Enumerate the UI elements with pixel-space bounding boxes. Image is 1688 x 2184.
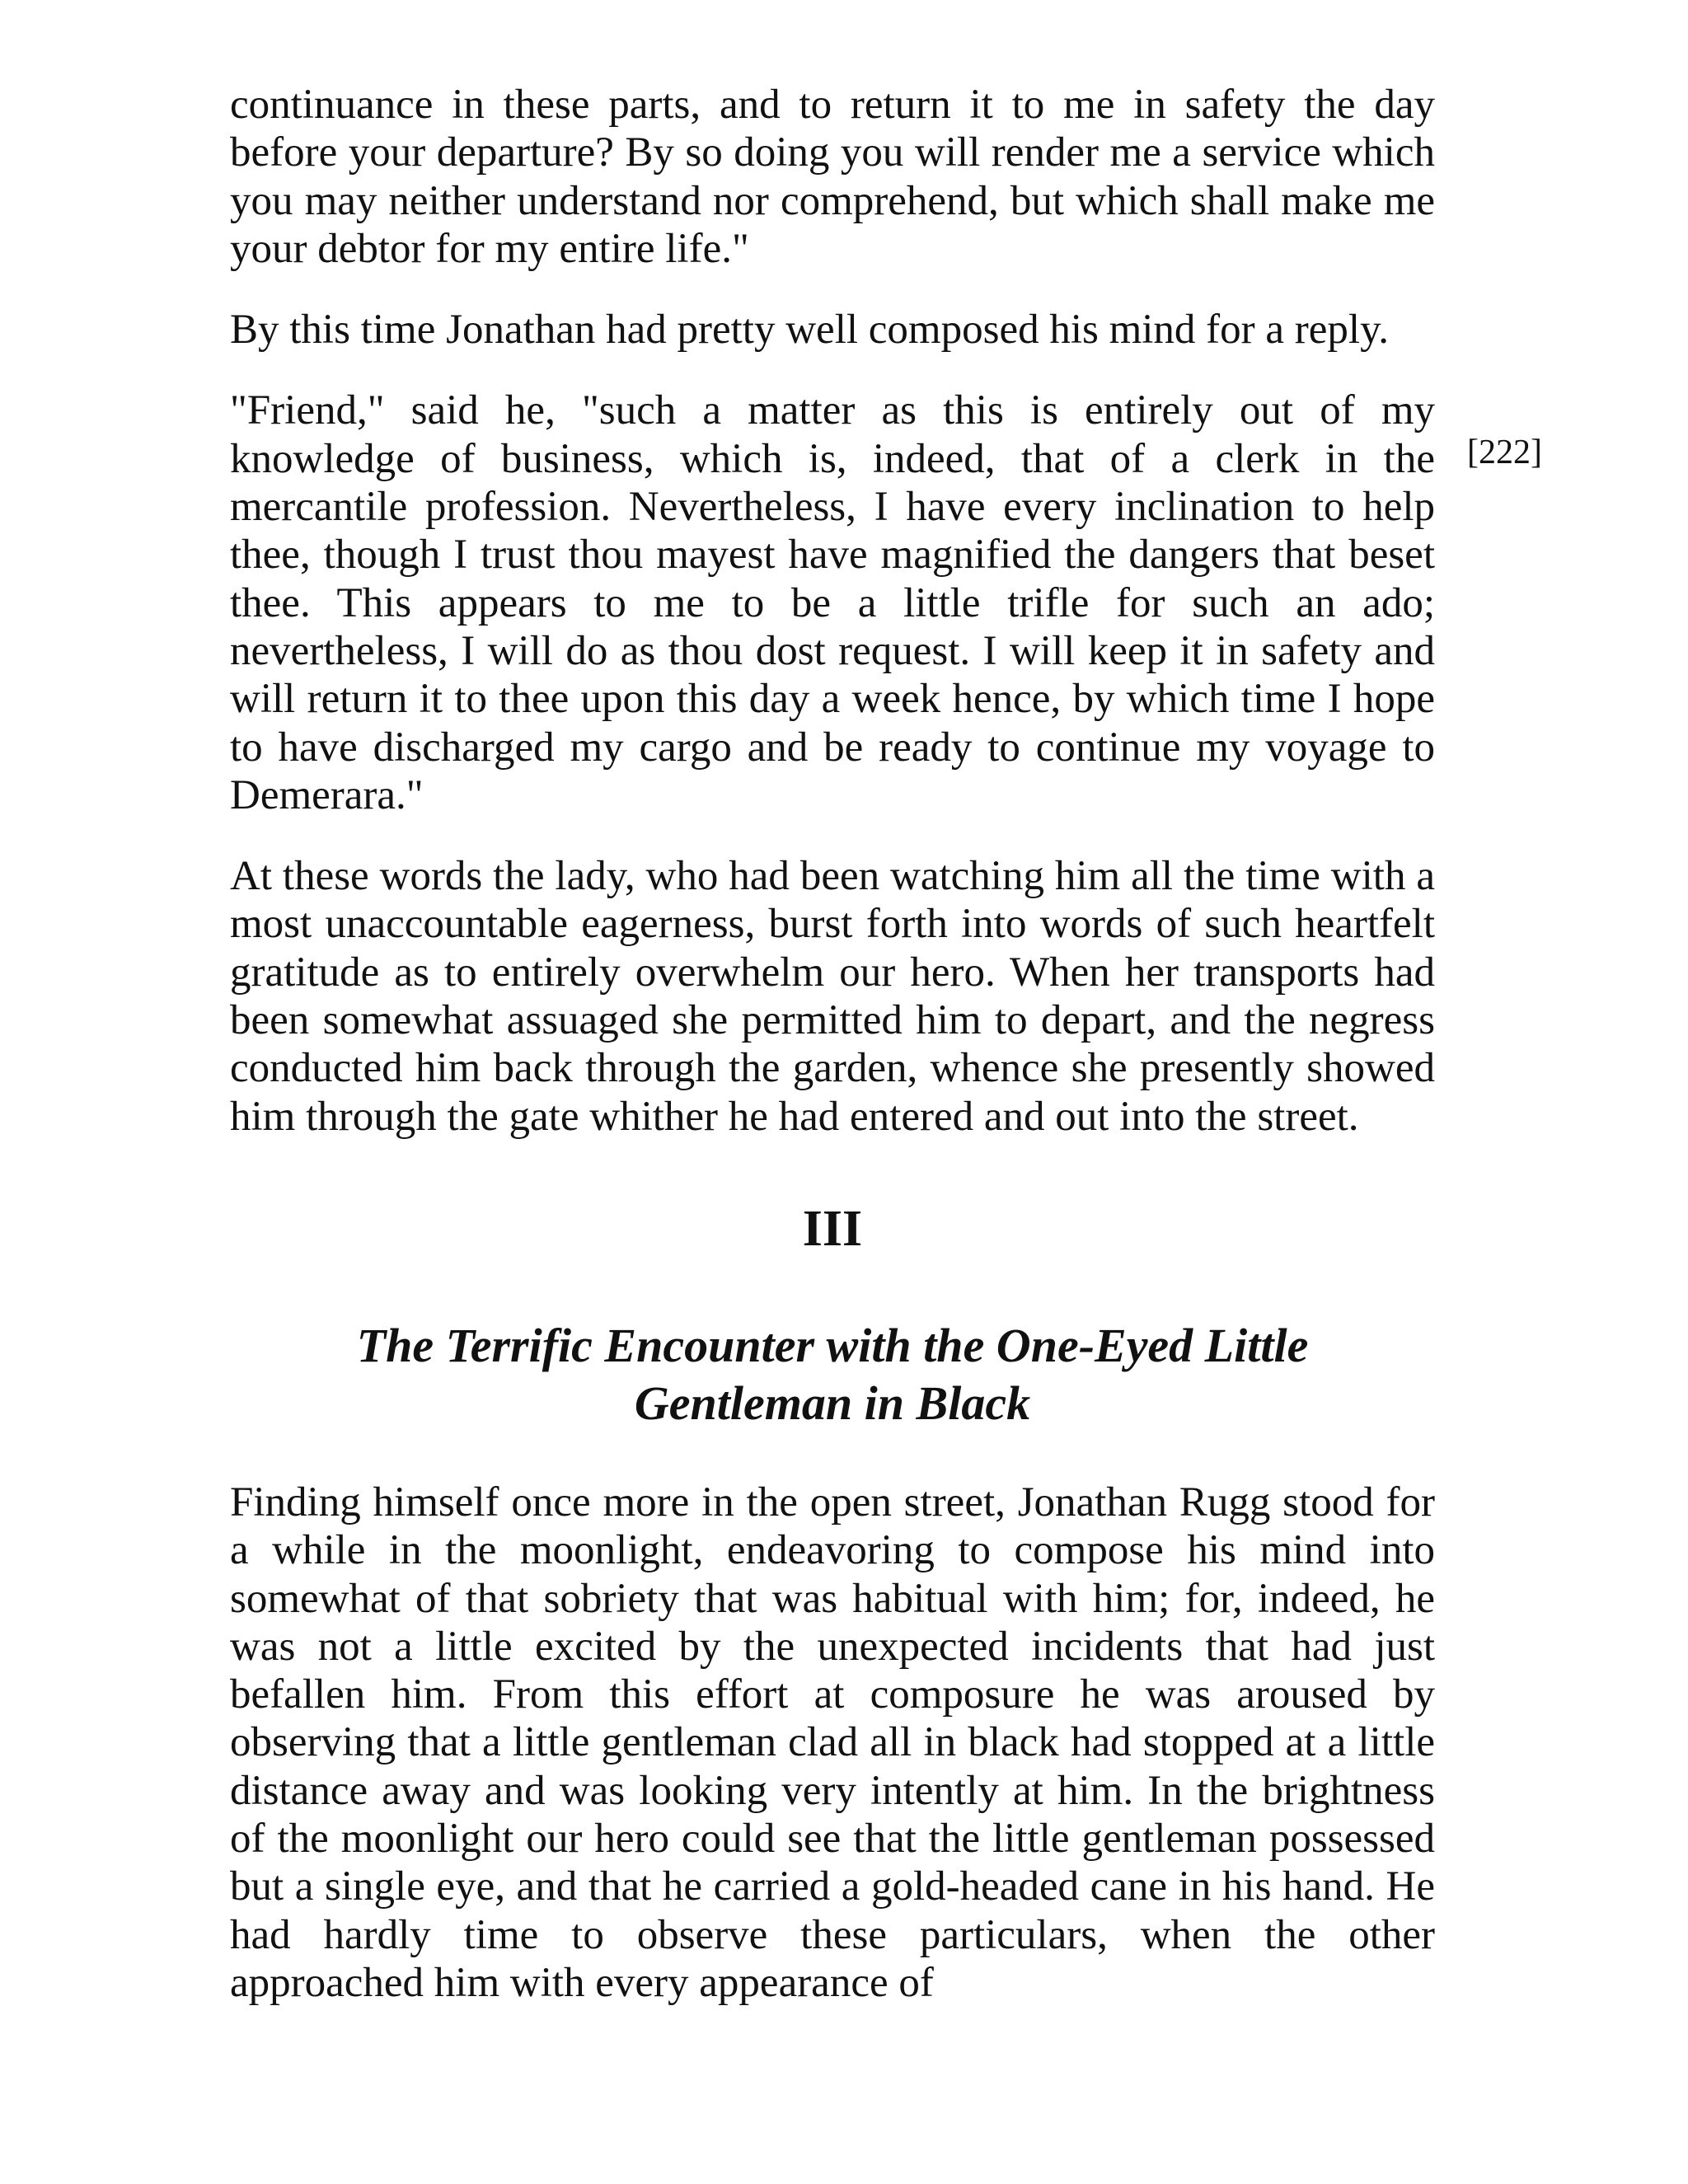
chapter-number: III [802,1200,863,1257]
chapter-title-line: The Terrific Encounter with the One-Eyed Little [356,1318,1309,1372]
paragraph: At these words the lady, who had been watching him all the time with a most unaccountable eagerness, burst forth into words of such heartfelt gratitude as to entirely overwhelm our hero. When her transports had been somewhat assuaged she permitted him to depart, and the negress conducted him back through the garden, whence she presently showed him through the gate whither he had entered and out into the street. [230,853,1435,1140]
paragraph: Finding himself once more in the open street, Jonathan Rugg stood for a while in the moonlight, endeavoring to compose his mind into somewhat of that sobriety that was habitual with him; for, indeed, he was not a little excited by the unexpected incidents that had just befallen him. From this effort at composure he was aroused by observing that a little gentleman clad all in black had stopped at a little distance away and was looking very intently at him. In the brightness of the moonlight our hero could see that the little gentleman possessed but a single eye, and that he carried a gold-headed cane in his hand. He had hardly time to observe these particulars, when the other approached him with every appearance of [230,1479,1435,2006]
paragraph: "Friend," said he, "such a matter as this is entirely out of my knowledge of business, which is, indeed, that of a clerk in the mercantile profession. Nevertheless, I have every inclination to help thee, though I trust thou mayest have magnified the dangers that beset thee. This appears to me to be a little trifle for such an ado; nevertheless, I will do as thou dost request. I will keep it in safety and will return it to thee upon this day a week hence, by which time I hope to have discharged my cargo and be ready to continue my voyage to Demerara." [230,387,1435,818]
paragraph: By this time Jonathan had pretty well composed his mind for a reply. [230,307,1390,354]
chapter-title-line: Gentleman in Black [634,1376,1031,1430]
chapter-title [230,1317,1435,1432]
page-number: [222] [1467,434,1542,471]
page-body [230,81,1435,2040]
paragraph: continuance in these parts, and to return it to me in safety the day before your departure? By so doing you will render me a service which you may neither understand nor comprehend, but which shall make me your debtor for my entire life." [230,82,1435,272]
